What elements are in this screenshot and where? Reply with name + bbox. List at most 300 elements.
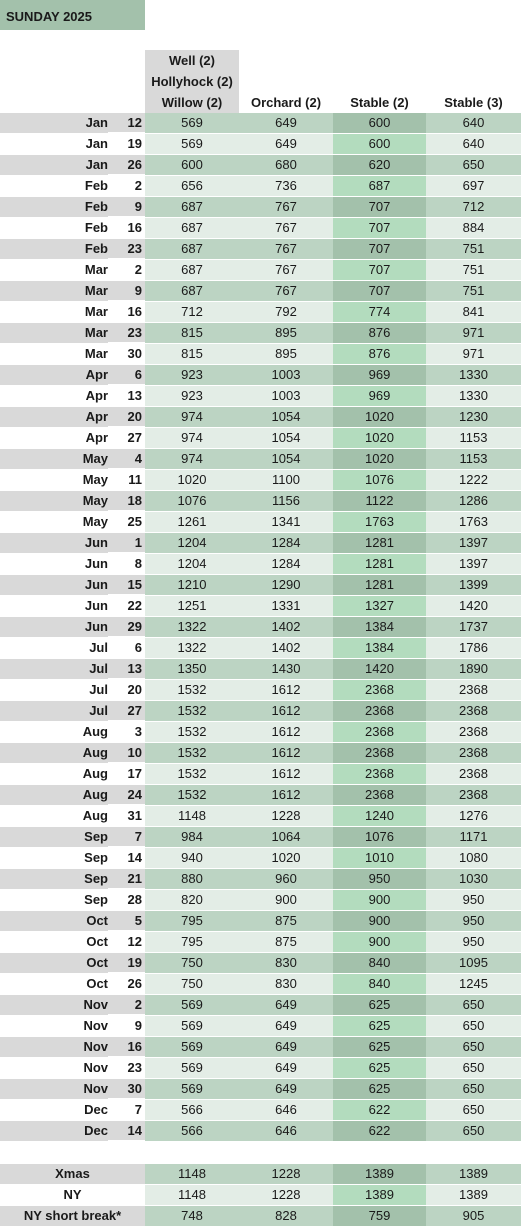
table-row (0, 428, 521, 449)
stable-3-price: 1330 (426, 386, 521, 407)
stable-3-price: 1763 (426, 512, 521, 533)
willow-price: 1210 (145, 575, 239, 596)
stable-2-price: 1420 (333, 659, 426, 680)
table-row (0, 554, 521, 575)
stable-3-price: 1276 (426, 806, 521, 827)
special-label: NY short break* (0, 1206, 145, 1227)
willow-price: 1532 (145, 743, 239, 764)
stable-2-price: 1020 (333, 449, 426, 470)
day-cell: 21 (108, 869, 145, 889)
orchard-price: 646 (239, 1121, 333, 1142)
month-cell: Jan (0, 134, 108, 155)
stable-3-price: 650 (426, 1058, 521, 1079)
table-row (0, 197, 521, 218)
willow-price: 569 (145, 134, 239, 155)
orchard-price: 1228 (239, 806, 333, 827)
day-cell: 27 (108, 428, 145, 448)
stable-2-price: 625 (333, 1037, 426, 1058)
day-cell: 28 (108, 890, 145, 910)
willow-price: 750 (145, 974, 239, 995)
day-cell: 27 (108, 701, 145, 721)
table-row (0, 911, 521, 932)
willow-price: 1532 (145, 680, 239, 701)
day-cell: 3 (108, 722, 145, 742)
orchard-price: 1156 (239, 491, 333, 512)
stable-3-price: 650 (426, 1037, 521, 1058)
willow-price: 820 (145, 890, 239, 911)
day-cell: 9 (108, 1016, 145, 1036)
orchard-price: 736 (239, 176, 333, 197)
stable-2-price: 840 (333, 953, 426, 974)
orchard-price: 1341 (239, 512, 333, 533)
willow-price: 569 (145, 995, 239, 1016)
stable-2-price: 622 (333, 1121, 426, 1142)
month-cell: Mar (0, 281, 108, 302)
table-row (0, 491, 521, 512)
table-row (0, 134, 521, 155)
stable-3-price: 841 (426, 302, 521, 323)
day-cell: 25 (108, 512, 145, 532)
stable-2-price: 1020 (333, 407, 426, 428)
stable-2-price: 707 (333, 239, 426, 260)
willow-price: 600 (145, 155, 239, 176)
month-cell: Nov (0, 1016, 108, 1037)
month-cell: Nov (0, 995, 108, 1016)
stable-2-price: 625 (333, 1016, 426, 1037)
month-cell: Oct (0, 974, 108, 995)
month-cell: Aug (0, 722, 108, 743)
orchard-price: 960 (239, 869, 333, 890)
stable-2-price: 707 (333, 281, 426, 302)
orchard-price: 1612 (239, 701, 333, 722)
willow-price: 656 (145, 176, 239, 197)
willow-price: 923 (145, 386, 239, 407)
month-cell: Sep (0, 890, 108, 911)
day-cell: 18 (108, 491, 145, 511)
stable-2-price: 969 (333, 386, 426, 407)
stable-3-price: 650 (426, 1016, 521, 1037)
stable-3-price: 1153 (426, 428, 521, 449)
day-cell: 16 (108, 1037, 145, 1057)
orchard-price: 792 (239, 302, 333, 323)
stable-3-price: 1397 (426, 533, 521, 554)
orchard-price: 1402 (239, 638, 333, 659)
stable-3-price: 751 (426, 281, 521, 302)
month-cell: Apr (0, 386, 108, 407)
stable-3-price: 2368 (426, 764, 521, 785)
month-cell: Jun (0, 596, 108, 617)
day-cell: 26 (108, 974, 145, 994)
stable-3-price: 1420 (426, 596, 521, 617)
stable-2-price: 2368 (333, 680, 426, 701)
willow-price: 687 (145, 260, 239, 281)
table-row (0, 302, 521, 323)
willow-price: 569 (145, 1058, 239, 1079)
willow-price: 687 (145, 218, 239, 239)
orchard-price: 1284 (239, 533, 333, 554)
stable-3-price: 971 (426, 344, 521, 365)
table-row (0, 1079, 521, 1100)
month-cell: Aug (0, 743, 108, 764)
stable-2-price: 622 (333, 1100, 426, 1121)
stable-2-price: 876 (333, 323, 426, 344)
special-label: Xmas (0, 1164, 145, 1185)
table-row (0, 218, 521, 239)
day-cell: 24 (108, 785, 145, 805)
day-cell: 2 (108, 176, 145, 196)
orchard-price: 1228 (239, 1164, 333, 1185)
table-row (0, 323, 521, 344)
month-cell: Jul (0, 659, 108, 680)
table-row (0, 1016, 521, 1037)
orchard-price: 1054 (239, 407, 333, 428)
stable-2-price: 600 (333, 134, 426, 155)
orchard-price: 649 (239, 1079, 333, 1100)
day-cell: 8 (108, 554, 145, 574)
table-row (0, 239, 521, 260)
orchard-price: 1284 (239, 554, 333, 575)
month-cell: May (0, 512, 108, 533)
day-cell: 23 (108, 1058, 145, 1078)
stable-3-price: 1389 (426, 1164, 521, 1185)
stable-2-price: 625 (333, 1079, 426, 1100)
stable-2-price: 900 (333, 932, 426, 953)
orchard-price: 1003 (239, 365, 333, 386)
table-row (0, 575, 521, 596)
day-cell: 31 (108, 806, 145, 826)
table-row (0, 869, 521, 890)
stable-2-price: 1384 (333, 617, 426, 638)
table-row (0, 764, 521, 785)
stable-3-price: 884 (426, 218, 521, 239)
willow-price: 795 (145, 932, 239, 953)
stable-3-price: 2368 (426, 701, 521, 722)
stable-2-price: 1281 (333, 533, 426, 554)
stable-3-price: 1030 (426, 869, 521, 890)
orchard-price: 828 (239, 1206, 333, 1227)
stable-2-price: 2368 (333, 722, 426, 743)
orchard-price: 649 (239, 1037, 333, 1058)
willow-price: 1204 (145, 533, 239, 554)
orchard-price: 1612 (239, 743, 333, 764)
stable-2-price: 2368 (333, 701, 426, 722)
stable-2-price: 1763 (333, 512, 426, 533)
day-cell: 30 (108, 1079, 145, 1099)
willow-price: 795 (145, 911, 239, 932)
day-cell: 19 (108, 953, 145, 973)
stable-3-price: 1245 (426, 974, 521, 995)
day-cell: 16 (108, 218, 145, 238)
stable-3-price: 2368 (426, 785, 521, 806)
month-cell: Mar (0, 260, 108, 281)
table-row (0, 806, 521, 827)
stable-2-price: 1384 (333, 638, 426, 659)
willow-price: 1261 (145, 512, 239, 533)
orchard-price: 1612 (239, 680, 333, 701)
stable-3-price: 950 (426, 890, 521, 911)
stable-2-price: 1389 (333, 1185, 426, 1206)
day-cell: 20 (108, 680, 145, 700)
willow-price: 566 (145, 1100, 239, 1121)
table-row (0, 344, 521, 365)
day-cell: 7 (108, 1100, 145, 1120)
table-row (0, 155, 521, 176)
day-cell: 2 (108, 260, 145, 280)
month-cell: Nov (0, 1037, 108, 1058)
stable-3-price: 1389 (426, 1185, 521, 1206)
stable-2-price: 600 (333, 113, 426, 134)
stable-3-price: 650 (426, 1079, 521, 1100)
day-cell: 6 (108, 638, 145, 658)
orchard-price: 767 (239, 260, 333, 281)
stable-2-price: 2368 (333, 743, 426, 764)
header-stable-2: Stable (2) (350, 95, 409, 110)
month-cell: Aug (0, 764, 108, 785)
willow-price: 748 (145, 1206, 239, 1227)
table-row (0, 470, 521, 491)
willow-price: 687 (145, 281, 239, 302)
column-headers (145, 50, 521, 113)
orchard-price: 649 (239, 113, 333, 134)
stable-2-price: 1010 (333, 848, 426, 869)
month-cell: Jul (0, 680, 108, 701)
day-cell: 12 (108, 932, 145, 952)
stable-2-price: 876 (333, 344, 426, 365)
header-stack-cell (145, 50, 239, 113)
stable-2-price: 687 (333, 176, 426, 197)
orchard-price: 767 (239, 218, 333, 239)
month-cell: Jun (0, 554, 108, 575)
month-cell: Oct (0, 911, 108, 932)
day-cell: 19 (108, 134, 145, 154)
month-cell: Feb (0, 176, 108, 197)
month-cell: Jun (0, 617, 108, 638)
willow-price: 1532 (145, 722, 239, 743)
stable-3-price: 640 (426, 134, 521, 155)
table-row (0, 701, 521, 722)
orchard-price: 649 (239, 134, 333, 155)
table-row (0, 512, 521, 533)
day-cell: 22 (108, 596, 145, 616)
stable-2-price: 620 (333, 155, 426, 176)
stable-2-price: 1020 (333, 428, 426, 449)
willow-price: 712 (145, 302, 239, 323)
day-cell: 13 (108, 386, 145, 406)
table-row (0, 659, 521, 680)
stable-3-price: 650 (426, 155, 521, 176)
stable-3-price: 1171 (426, 827, 521, 848)
month-cell: Mar (0, 302, 108, 323)
month-cell: Aug (0, 785, 108, 806)
orchard-price: 1331 (239, 596, 333, 617)
month-cell: Sep (0, 869, 108, 890)
header-stable-3: Stable (3) (444, 95, 503, 110)
stable-3-price: 1222 (426, 470, 521, 491)
orchard-price: 895 (239, 344, 333, 365)
day-cell: 16 (108, 302, 145, 322)
willow-price: 687 (145, 239, 239, 260)
stable-3-price: 2368 (426, 743, 521, 764)
stable-2-price: 950 (333, 869, 426, 890)
stable-3-price: 712 (426, 197, 521, 218)
table-row (0, 386, 521, 407)
day-cell: 26 (108, 155, 145, 175)
day-cell: 30 (108, 344, 145, 364)
table-row (0, 827, 521, 848)
orchard-price: 1003 (239, 386, 333, 407)
willow-price: 880 (145, 869, 239, 890)
month-cell: Jul (0, 638, 108, 659)
stable-3-price: 1399 (426, 575, 521, 596)
table-row (0, 848, 521, 869)
orchard-price: 680 (239, 155, 333, 176)
day-cell: 9 (108, 281, 145, 301)
month-cell: Sep (0, 848, 108, 869)
month-cell: Dec (0, 1100, 108, 1121)
table-row (0, 1121, 521, 1142)
month-cell: Oct (0, 932, 108, 953)
header-willow: Willow (2) (161, 95, 223, 110)
day-cell: 6 (108, 365, 145, 385)
stable-3-price: 1153 (426, 449, 521, 470)
orchard-price: 1612 (239, 764, 333, 785)
stable-2-price: 840 (333, 974, 426, 995)
willow-price: 974 (145, 449, 239, 470)
stable-2-price: 1389 (333, 1164, 426, 1185)
stable-3-price: 650 (426, 1121, 521, 1142)
stable-2-price: 759 (333, 1206, 426, 1227)
willow-price: 940 (145, 848, 239, 869)
month-cell: May (0, 449, 108, 470)
special-row (0, 1164, 521, 1185)
orchard-price: 1054 (239, 428, 333, 449)
day-cell: 17 (108, 764, 145, 784)
orchard-price: 1020 (239, 848, 333, 869)
month-cell: Aug (0, 806, 108, 827)
day-cell: 1 (108, 533, 145, 553)
stable-2-price: 1240 (333, 806, 426, 827)
day-cell: 12 (108, 113, 145, 133)
day-cell: 4 (108, 449, 145, 469)
stable-2-price: 774 (333, 302, 426, 323)
stable-3-price: 1230 (426, 407, 521, 428)
month-cell: Nov (0, 1079, 108, 1100)
stable-3-price: 697 (426, 176, 521, 197)
table-row (0, 260, 521, 281)
stable-3-price: 650 (426, 1100, 521, 1121)
day-cell: 14 (108, 848, 145, 868)
table-row (0, 722, 521, 743)
table-row (0, 176, 521, 197)
day-cell: 29 (108, 617, 145, 637)
stable-2-price: 707 (333, 218, 426, 239)
month-cell: Apr (0, 428, 108, 449)
stable-3-price: 1890 (426, 659, 521, 680)
day-cell: 13 (108, 659, 145, 679)
day-cell: 15 (108, 575, 145, 595)
stable-2-price: 707 (333, 197, 426, 218)
day-cell: 20 (108, 407, 145, 427)
day-cell: 14 (108, 1121, 145, 1141)
stable-3-price: 650 (426, 995, 521, 1016)
month-cell: Oct (0, 953, 108, 974)
table-row (0, 1100, 521, 1121)
header-hollyhock: Hollyhock (2) (151, 74, 233, 89)
willow-price: 1148 (145, 1185, 239, 1206)
month-cell: Jan (0, 155, 108, 176)
table-row (0, 1058, 521, 1079)
stable-3-price: 1786 (426, 638, 521, 659)
stable-3-price: 950 (426, 932, 521, 953)
orchard-price: 1612 (239, 722, 333, 743)
day-cell: 10 (108, 743, 145, 763)
day-cell: 11 (108, 470, 145, 490)
willow-price: 1251 (145, 596, 239, 617)
month-cell: Jul (0, 701, 108, 722)
month-cell: May (0, 470, 108, 491)
orchard-price: 895 (239, 323, 333, 344)
table-row (0, 596, 521, 617)
orchard-price: 1290 (239, 575, 333, 596)
stable-2-price: 1281 (333, 554, 426, 575)
willow-price: 974 (145, 428, 239, 449)
orchard-price: 1430 (239, 659, 333, 680)
header-well: Well (2) (169, 53, 215, 68)
table-row (0, 533, 521, 554)
willow-price: 569 (145, 1079, 239, 1100)
sheet-title: SUNDAY 2025 (0, 0, 145, 30)
willow-price: 974 (145, 407, 239, 428)
orchard-price: 649 (239, 1016, 333, 1037)
stable-2-price: 1281 (333, 575, 426, 596)
stable-3-price: 1737 (426, 617, 521, 638)
table-row (0, 953, 521, 974)
orchard-price: 767 (239, 197, 333, 218)
willow-price: 1148 (145, 1164, 239, 1185)
month-cell: Nov (0, 1058, 108, 1079)
orchard-price: 649 (239, 1058, 333, 1079)
table-row (0, 281, 521, 302)
orchard-price: 649 (239, 995, 333, 1016)
willow-price: 1532 (145, 701, 239, 722)
orchard-price: 830 (239, 953, 333, 974)
stable-2-price: 900 (333, 890, 426, 911)
month-cell: Jun (0, 533, 108, 554)
month-cell: Dec (0, 1121, 108, 1142)
willow-price: 815 (145, 344, 239, 365)
willow-price: 1532 (145, 764, 239, 785)
orchard-price: 830 (239, 974, 333, 995)
table-row (0, 449, 521, 470)
table-row (0, 932, 521, 953)
month-cell: Sep (0, 827, 108, 848)
stable-2-price: 707 (333, 260, 426, 281)
orchard-price: 1064 (239, 827, 333, 848)
special-row (0, 1206, 521, 1227)
table-row (0, 680, 521, 701)
day-cell: 7 (108, 827, 145, 847)
willow-price: 1322 (145, 638, 239, 659)
willow-price: 569 (145, 113, 239, 134)
stable-3-price: 1330 (426, 365, 521, 386)
stable-2-price: 625 (333, 1058, 426, 1079)
day-cell: 23 (108, 323, 145, 343)
stable-3-price: 751 (426, 239, 521, 260)
willow-price: 815 (145, 323, 239, 344)
willow-price: 750 (145, 953, 239, 974)
table-row (0, 638, 521, 659)
month-cell: Apr (0, 365, 108, 386)
